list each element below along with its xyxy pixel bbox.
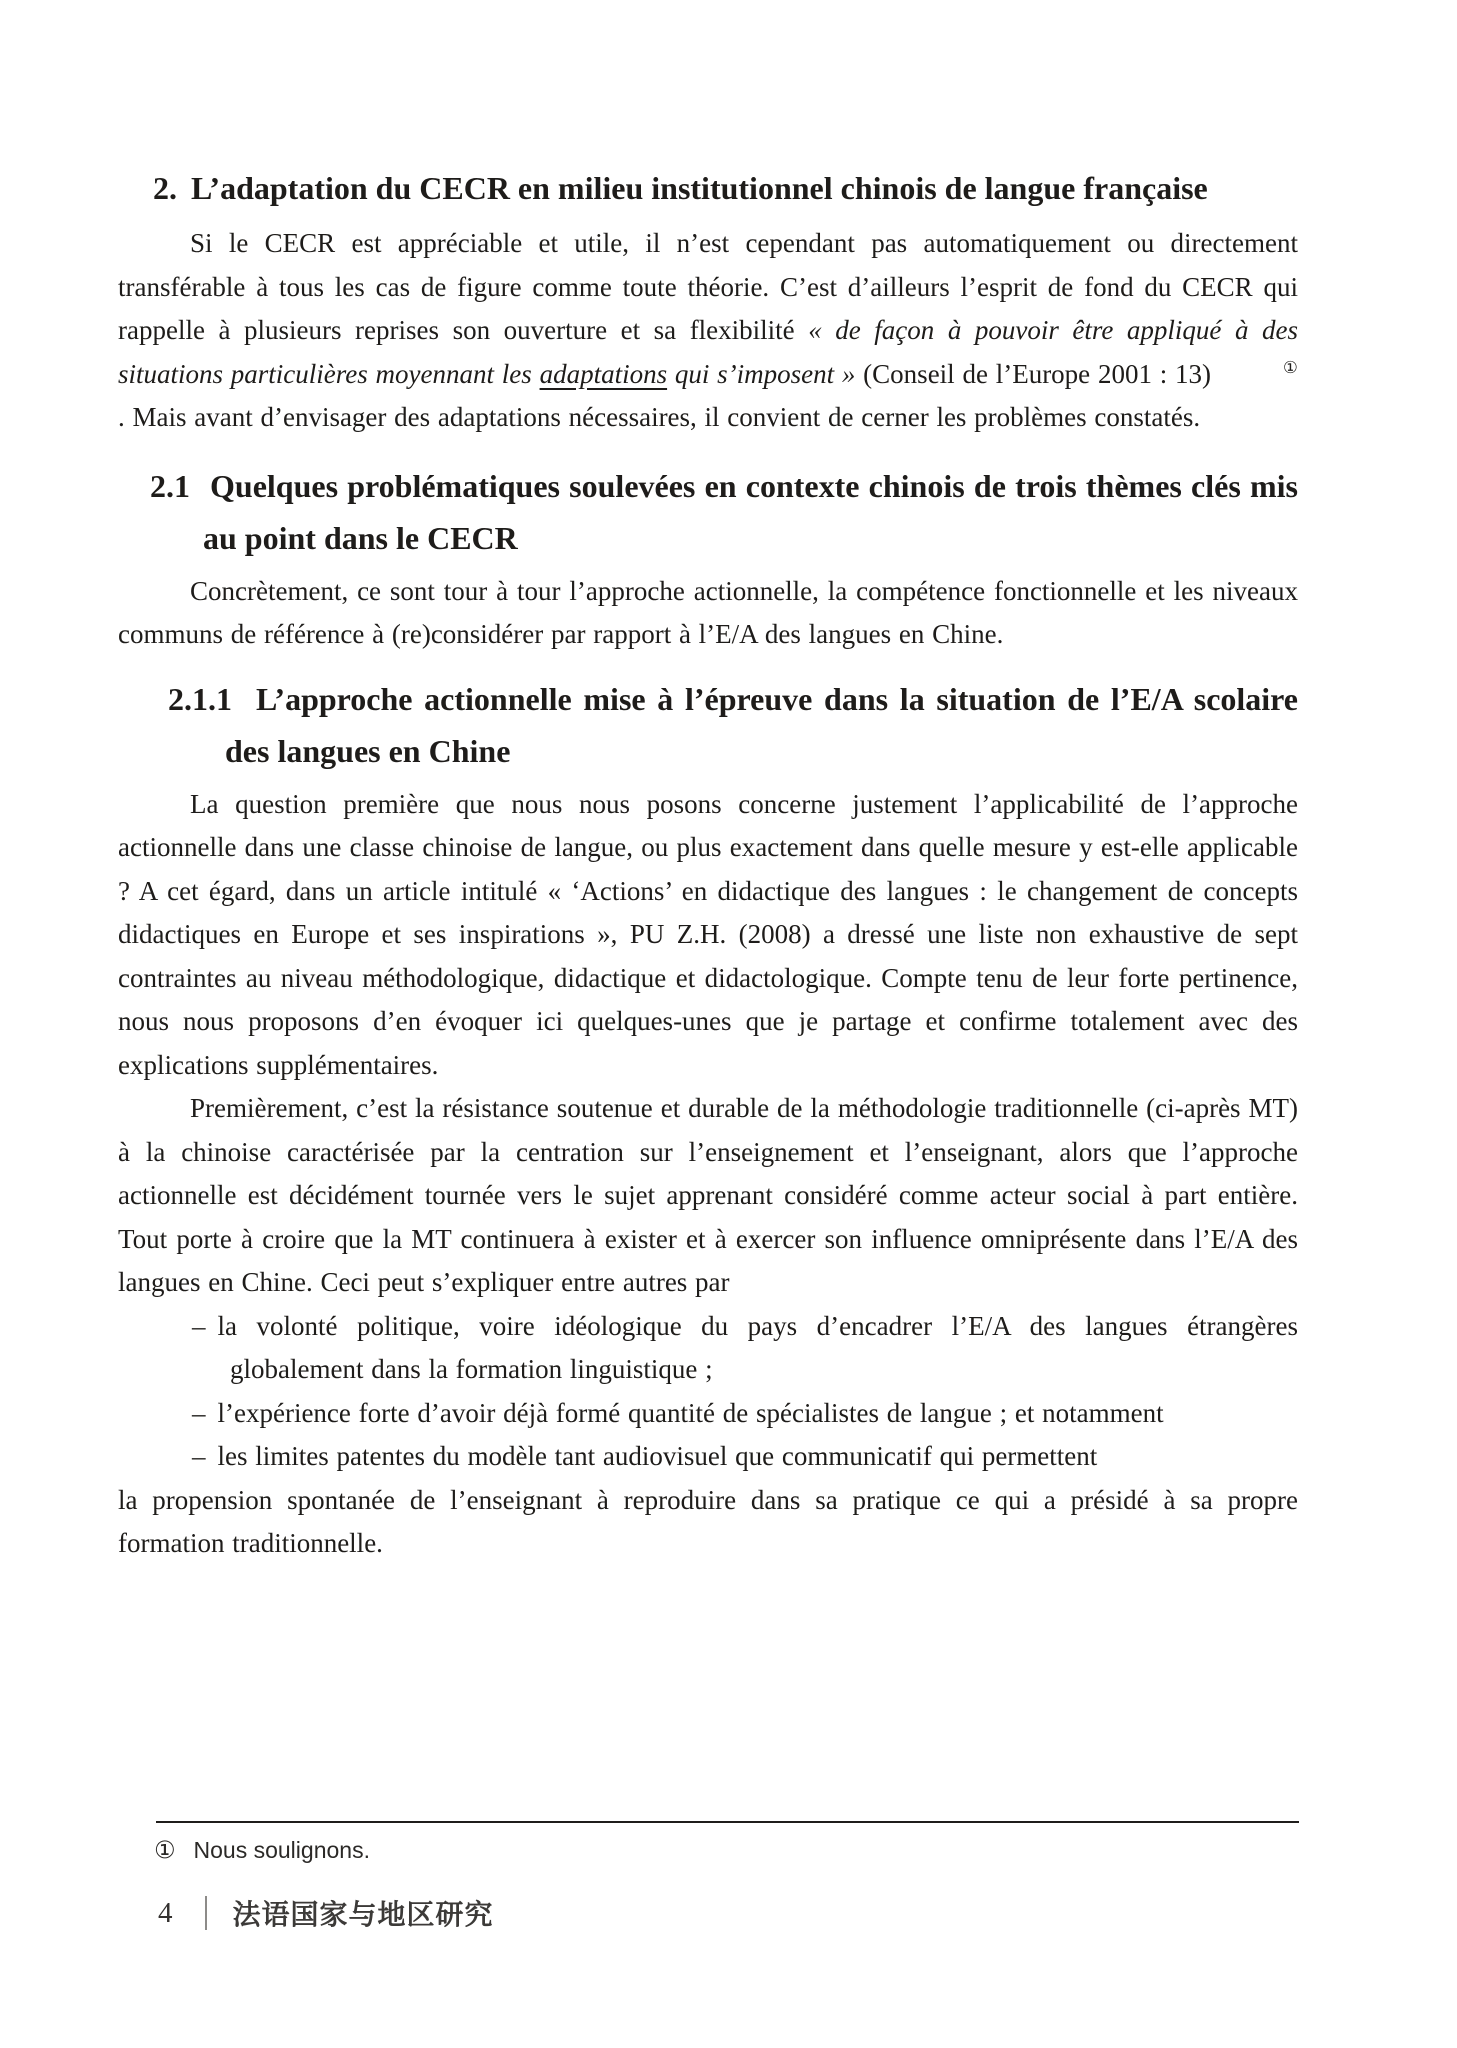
list-item-text: la volonté politique, voire idéologique du pays d’encadrer l’E/A des langues étrangères globalement dans la formation linguistique ; (217, 1310, 1298, 1384)
page-number: 4 (158, 1896, 173, 1929)
text-segment: Si le CECR est appréciable et utile, il n’est cependant pas automatiquement ou directement transférable à tous les cas de figure comme toute théorie. C’est d’ailleurs l’esprit de fond du CECR qui rappelle à plusieurs reprises son ouverture et sa flexibilité (118, 228, 1298, 345)
section-title: Quelques problématiques soulevées en contexte chinois de trois thèmes clés mis au point dans le CECR (203, 467, 1298, 556)
page-footer (158, 1893, 494, 1933)
paragraph-list-continuation: la propension spontanée de l’enseignant à reproduire dans sa pratique ce qui a présidé à sa propre formation traditionnelle. (118, 1484, 1298, 1558)
paragraph-intro: Si le CECR est appréciable et utile, il n’est cependant pas automatiquement ou directement transférable à tous les cas de figure comme toute théorie. C’est d’ailleurs l’esprit de fond du CECR qui rappelle à plusieurs reprises son ouverture et sa flexibilité « de façon à pouvoir être appliqué à des situations particulières moyennant les adaptations qui s’imposent » (Conseil de l’Europe 2001 : 13) ①. Mais avant d’envisager des adaptations nécessaires, il convient de cerner les problèmes constatés. (118, 228, 1299, 432)
section-number: 2.1.1 (168, 680, 232, 717)
list-item (118, 1392, 1298, 1436)
footnote-marker: ① (154, 1837, 176, 1864)
section-heading-2 (118, 162, 1298, 214)
dash-marker: – (192, 1310, 206, 1341)
list-item-text: les limites patentes du modèle tant audiovisuel que communicatif qui permettent (217, 1441, 1098, 1471)
text-segment: (Conseil de l’Europe 2001 : 13) (855, 358, 1211, 389)
section-title: L’approche actionnelle mise à l’épreuve dans la situation de l’E/A scolaire des langues en Chine (225, 680, 1298, 769)
list-item-text: l’expérience forte d’avoir déjà formé quantité de spécialistes de langue ; et notamment (217, 1397, 1164, 1428)
footnote (154, 1836, 370, 1865)
footnote-divider (156, 1821, 1299, 1823)
paragraph-question-premiere: La question première que nous nous posons concerne justement l’applicabilité de l’approche actionnelle dans une classe chinoise de langue, ou plus exactement dans quelle mesure y est-elle applicable ? A cet égard, dans un article intitulé « ‘Actions’ en didactique des langues : le changement de concepts didactiques en Europe et ses inspirations », PU Z.H. (2008) a dressé une liste non exhaustive de sept contraintes au niveau méthodologique, didactique et didactologique. Compte tenu de leur forte pertinence, nous nous proposons d’en évoquer ici quelques-unes que je partage et confirme totalement avec des explications supplémentaires. (118, 788, 1298, 1080)
text-segment: « de façon à pouvoir être appliqué à des situations particulières moyennant les (118, 315, 1299, 389)
paragraph-premierement: Premièrement, c’est la résistance soutenue et durable de la méthodologie traditionnelle (ci-après MT) à la chinoise caractérisée par la centration sur l’enseignement et l’enseignant, alors que l’approche actionnelle est décidément tournée vers le sujet apprenant considéré comme acteur social à part entière. Tout porte à croire que la MT continuera à exister et à exercer son influence omniprésente dans l’E/A des langues en Chine. Ceci peut s’expliquer entre autres par (118, 1093, 1298, 1297)
text-segment: . Mais avant d’envisager des adaptations nécessaires, il convient de cerner les problèmes constatés. (118, 402, 1201, 432)
list-item (118, 1435, 1298, 1479)
list-item (118, 1305, 1298, 1392)
section-number: 2. (153, 170, 177, 206)
footer-divider (205, 1896, 207, 1930)
section-heading-2-1 (118, 460, 1298, 564)
text-segment: qui s’imposent » (667, 358, 856, 389)
footnote-text: Nous soulignons. (193, 1837, 370, 1863)
dash-marker: – (192, 1397, 206, 1428)
section-number: 2.1 (150, 467, 190, 504)
section-heading-2-1-1 (118, 673, 1298, 777)
journal-title: 法语国家与地区研究 (232, 1899, 494, 1930)
dash-marker: – (192, 1441, 206, 1471)
dash-list (118, 1305, 1298, 1479)
section-title: L’adaptation du CECR en milieu institutionnel chinois de langue française (191, 170, 1208, 206)
paragraph-concretement: Concrètement, ce sont tour à tour l’approche actionnelle, la compétence fonctionnelle et les niveaux communs de référence à (re)considérer par rapport à l’E/A des langues en Chine. (118, 575, 1298, 649)
text-segment: adaptations (539, 358, 668, 389)
